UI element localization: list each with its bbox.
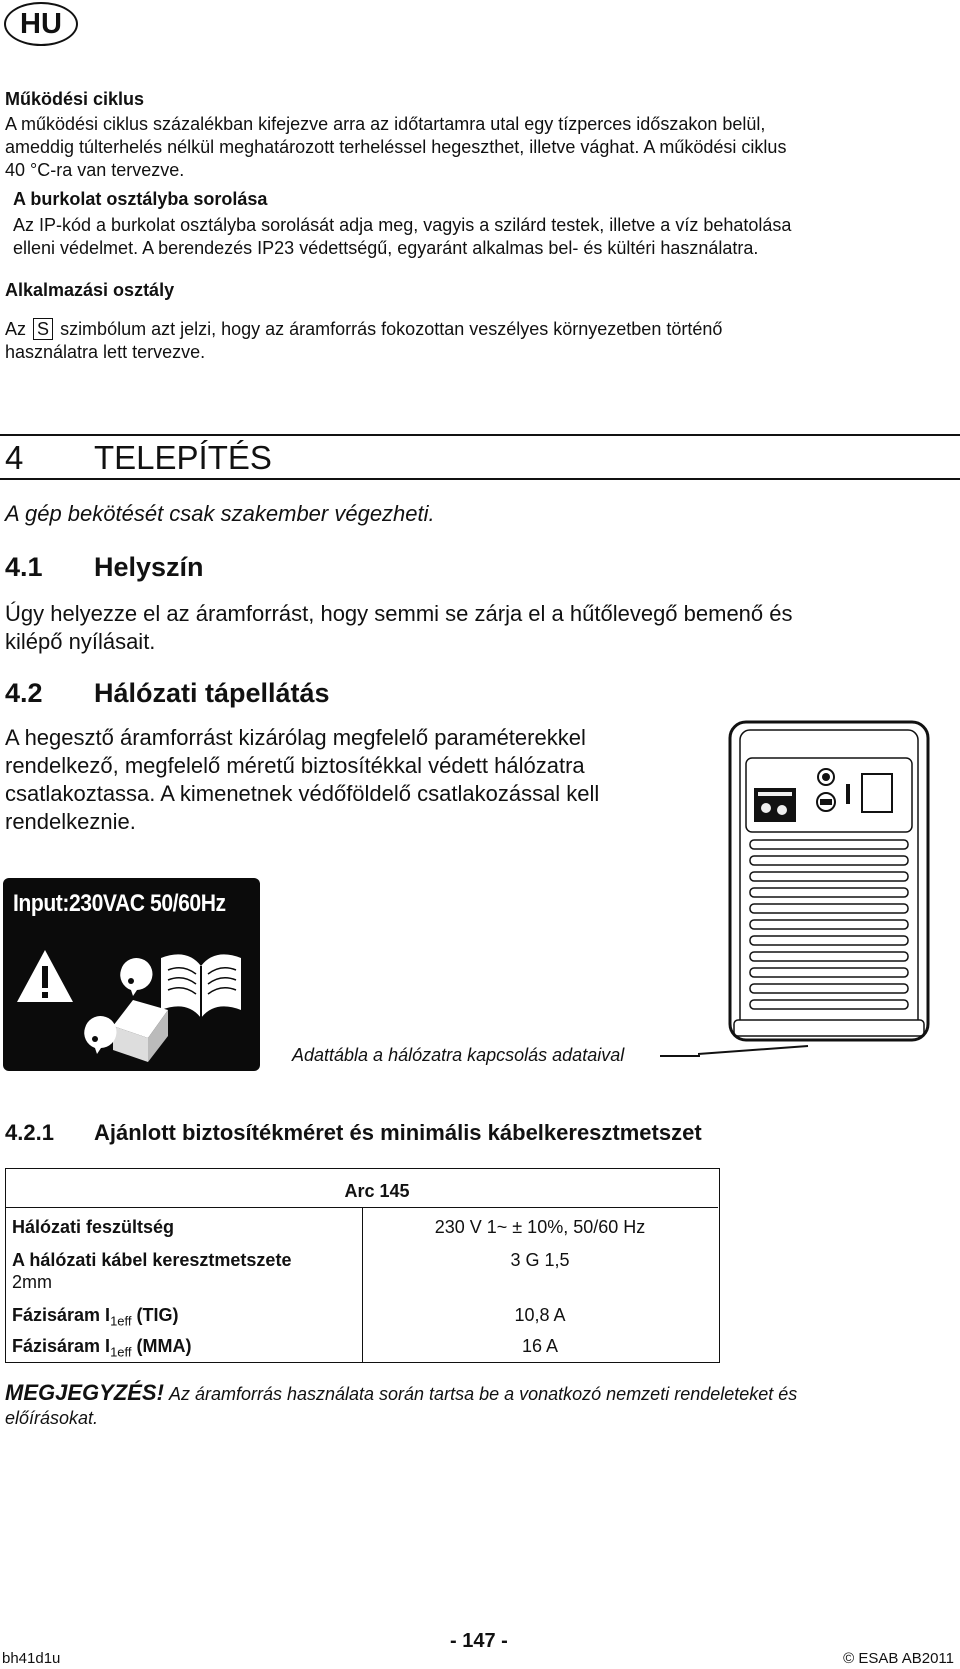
section-rule-bottom (0, 478, 960, 480)
section-number: 4 (5, 439, 24, 476)
label-text: Fázisáram I (12, 1336, 111, 1356)
text-line: Úgy helyezze el az áramforrást, hogy semmi se zárja el a hűtőlevegő bemenő és (5, 601, 793, 626)
page-number: - 147 - (450, 1630, 508, 1652)
duty-cycle-text (5, 113, 786, 182)
text-line: ameddig túlterhelés nélkül meghatározott terheléssel hegeszthet, illetve vághat. A működési ciklus (5, 137, 787, 157)
rating-plate-caption: Adattábla a hálózatra kapcsolás adataival (292, 1045, 625, 1065)
table-row-label (12, 1336, 192, 1360)
table-row-label-unit: 2mm (12, 1272, 52, 1292)
application-title: Alkalmazási osztály (5, 280, 175, 300)
text-line: 40 °C-ra van tervezve. (5, 160, 185, 180)
caption-leader-line (660, 1055, 700, 1057)
section-title: TELEPÍTÉS (94, 439, 272, 476)
table-row-label: A hálózati kábel keresztmetszete (12, 1250, 292, 1270)
section-rule-top (0, 434, 960, 436)
text-line: elleni védelmet. A berendezés IP23 védettségű, egyaránt alkalmas bel- és kültéri használatra. (13, 238, 759, 258)
location-text (5, 600, 793, 656)
rating-plate (3, 878, 260, 1071)
installation-note: A gép bekötését csak szakember végezheti. (5, 501, 435, 526)
table-header-divider (6, 1207, 718, 1208)
rating-plate-symbols-icon (3, 878, 260, 1071)
mains-supply-text (5, 724, 599, 836)
rating-plate-text: Input:230VAC 50/60Hz (13, 890, 226, 917)
power-source-drawing-icon (698, 716, 960, 1056)
subsection-number: 4.1 (5, 552, 43, 582)
notice-line (5, 1381, 797, 1406)
label-subscript: 1eff (110, 1313, 132, 1329)
text-line: Az IP-kód a burkolat osztályba sorolását adja meg, vagyis a szilárd testek, illetve a víz behatolása (13, 215, 792, 235)
language-badge: HU (4, 2, 78, 46)
text-line: használatra lett tervezve. (5, 342, 206, 362)
table-row-label: Hálózati feszültség (12, 1217, 175, 1237)
text-line: kilépő nyílásait. (5, 629, 156, 654)
table-row-value: 10,8 A (514, 1305, 566, 1325)
subsection-number: 4.2.1 (5, 1120, 54, 1145)
table-row-value: 16 A (521, 1336, 559, 1356)
label-subscript: 1eff (110, 1344, 132, 1360)
notice-text: Az áramforrás használata során tartsa be a vonatkozó nemzeti rendeleteket és (168, 1384, 798, 1404)
label-text: Fázisáram I (12, 1305, 111, 1325)
document-code: bh41d1u (2, 1650, 61, 1667)
label-suffix: (MMA) (131, 1336, 192, 1356)
s-symbol-icon: S (33, 318, 53, 340)
notice-line: előírásokat. (5, 1408, 99, 1428)
subsection-title: Helyszín (94, 552, 204, 582)
enclosure-title: A burkolat osztályba sorolása (13, 189, 268, 209)
table-row-label (12, 1305, 179, 1329)
text-fragment: szimbólum azt jelzi, hogy az áramforrás fokozottan veszélyes környezetben történő (60, 319, 723, 339)
subsection-title: Ajánlott biztosítékméret és minimális kábelkeresztmetszet (94, 1120, 702, 1145)
enclosure-text (13, 214, 791, 260)
application-text (5, 318, 722, 364)
subsection-number: 4.2 (5, 678, 43, 708)
notice (5, 1381, 797, 1430)
table-model-header (6, 1169, 718, 1207)
label-suffix: (TIG) (131, 1305, 179, 1325)
text-line: rendelkeznie. (5, 809, 136, 834)
model-name: Arc 145 (344, 1181, 410, 1201)
text-line: rendelkező, megfelelő méretű biztosítékkal védett hálózatra (5, 753, 585, 778)
copyright: © ESAB AB2011 (843, 1650, 954, 1667)
text-line: A működési ciklus százalékban kifejezve arra az időtartamra utal egy tízperces időszakon belül, (5, 114, 766, 134)
text-line: csatlakoztassa. A kimenetnek védőföldelő csatlakozással kell (5, 781, 600, 806)
duty-cycle-title: Működési ciklus (5, 89, 145, 109)
text-fragment: Az (5, 319, 27, 339)
notice-label: MEGJEGYZÉS! (5, 1380, 164, 1405)
table-row-value: 3 G 1,5 (510, 1250, 570, 1270)
text-line (5, 318, 722, 341)
table-row-value: 230 V 1~ ± 10%, 50/60 Hz (434, 1217, 646, 1237)
text-line: A hegesztő áramforrást kizárólag megfelelő paraméterekkel (5, 725, 586, 750)
subsection-title: Hálózati tápellátás (94, 678, 330, 708)
fuse-cable-table (5, 1168, 720, 1363)
